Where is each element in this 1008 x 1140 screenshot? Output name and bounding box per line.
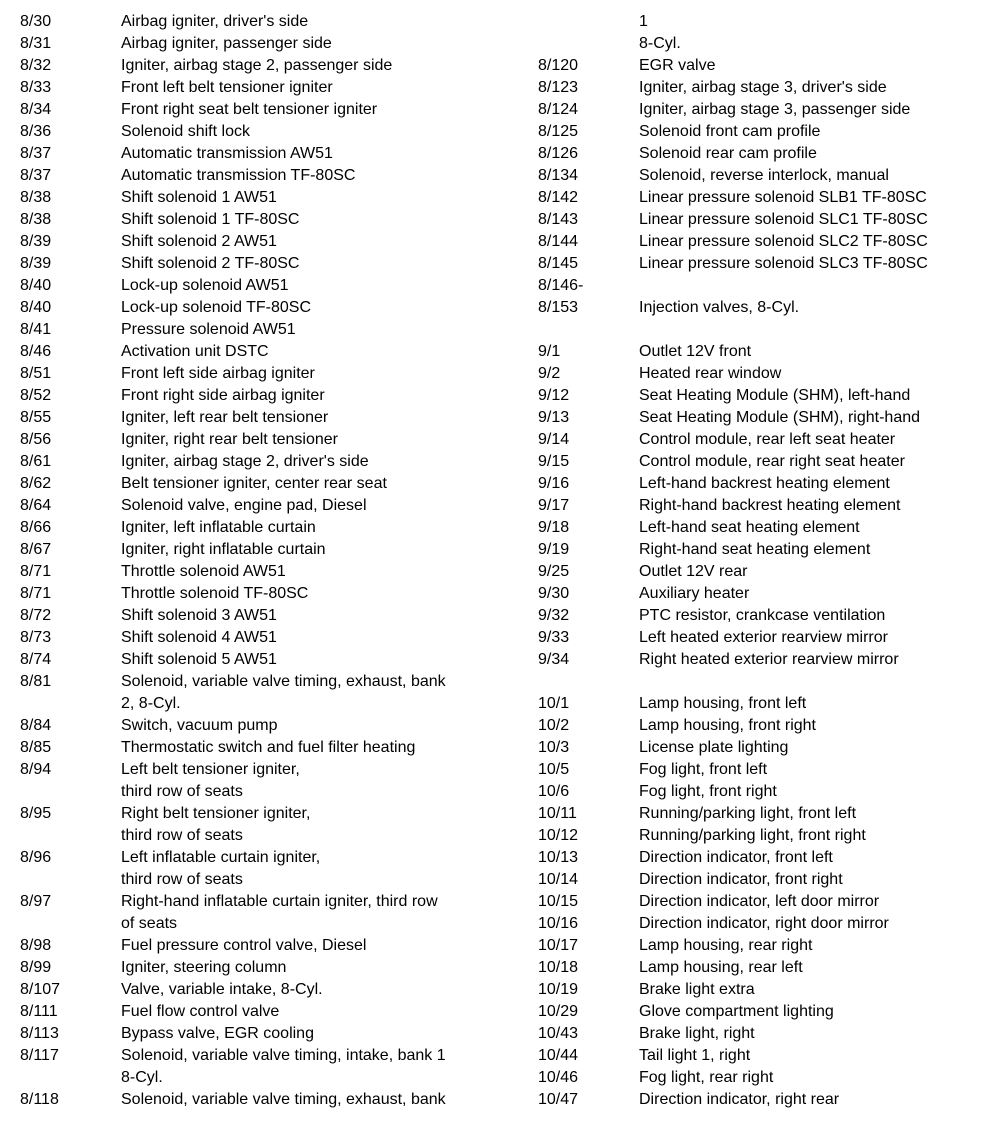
component-code: 9/25 [538,563,570,580]
component-code: 10/46 [538,1069,579,1086]
component-code: 8/56 [20,431,52,448]
component-description: Outlet 12V rear [639,563,748,580]
component-code: 8/39 [20,233,52,250]
component-description: Bypass valve, EGR cooling [121,1025,314,1042]
component-description: Seat Heating Module (SHM), right-hand [639,409,921,426]
component-description: Shift solenoid 2 AW51 [121,233,277,250]
component-code: 10/12 [538,827,579,844]
component-description: Airbag igniter, passenger side [121,35,332,52]
component-code: 8/67 [20,541,52,558]
component-description: Front right side airbag igniter [121,387,325,404]
component-code: 8/118 [20,1091,59,1108]
component-code: 8/117 [20,1047,59,1064]
component-description: Switch, vacuum pump [121,717,278,734]
component-code: 8/134 [538,167,579,184]
component-code: 8/33 [20,79,52,96]
component-code: 8/38 [20,189,52,206]
component-description: Igniter, right rear belt tensioner [121,431,339,448]
component-description: Igniter, airbag stage 2, passenger side [121,57,393,74]
component-code: 8/96 [20,849,52,866]
component-description: Seat Heating Module (SHM), left-hand [639,387,911,404]
component-description: Front left side airbag igniter [121,365,315,382]
component-description: Lock-up solenoid AW51 [121,277,289,294]
component-code: 10/19 [538,981,579,998]
component-code: 8/146- [538,277,584,294]
component-description: Brake light, right [639,1025,755,1042]
component-code: 10/16 [538,915,579,932]
component-description: Igniter, airbag stage 3, driver's side [639,79,887,96]
component-code: 10/47 [538,1091,579,1108]
component-code: 10/2 [538,717,570,734]
component-description: Airbag igniter, driver's side [121,13,309,30]
component-description: 2, 8-Cyl. [121,695,181,712]
component-description: Shift solenoid 1 TF-80SC [121,211,300,228]
component-code: 8/144 [538,233,579,250]
component-description: Solenoid valve, engine pad, Diesel [121,497,367,514]
component-description: Throttle solenoid TF-80SC [121,585,309,602]
component-code: 8/52 [20,387,52,404]
component-code: 8/41 [20,321,52,338]
component-description: Lamp housing, rear left [639,959,803,976]
component-code: 8/40 [20,299,52,316]
component-code: 8/143 [538,211,579,228]
component-code: 8/34 [20,101,52,118]
component-description: Fog light, front left [639,761,768,778]
component-code: 8/37 [20,145,52,162]
component-code: 8/123 [538,79,579,96]
component-code: 8/124 [538,101,579,118]
component-code: 8/81 [20,673,52,690]
component-description: Running/parking light, front right [639,827,866,844]
component-code: 8/30 [20,13,52,30]
component-code: 9/13 [538,409,570,426]
component-description: Injection valves, 8-Cyl. [639,299,800,316]
component-code: 8/46 [20,343,52,360]
component-description: Solenoid rear cam profile [639,145,817,162]
component-description: Left inflatable curtain igniter, [121,849,321,866]
component-description: Solenoid, variable valve timing, exhaust, bank [121,1091,446,1108]
component-description: Shift solenoid 3 AW51 [121,607,277,624]
component-description: Left heated exterior rearview mirror [639,629,888,646]
component-code: 10/13 [538,849,579,866]
component-code: 8/73 [20,629,52,646]
component-code: 8/145 [538,255,579,272]
component-code: 8/72 [20,607,52,624]
component-description: 1 [639,13,648,30]
component-code: 9/30 [538,585,570,602]
component-code: 8/64 [20,497,52,514]
component-code: 10/44 [538,1047,579,1064]
component-code: 8/126 [538,145,579,162]
component-description: Heated rear window [639,365,782,382]
component-description: 8-Cyl. [121,1069,163,1086]
component-code: 10/14 [538,871,579,888]
component-description: Throttle solenoid AW51 [121,563,286,580]
component-code: 10/6 [538,783,570,800]
component-code: 8/74 [20,651,52,668]
component-description: Automatic transmission TF-80SC [121,167,356,184]
component-description: Linear pressure solenoid SLC2 TF-80SC [639,233,928,250]
component-description: third row of seats [121,827,243,844]
component-description: Pressure solenoid AW51 [121,321,296,338]
component-description: Linear pressure solenoid SLC3 TF-80SC [639,255,928,272]
component-code: 8/36 [20,123,52,140]
component-description: Shift solenoid 1 AW51 [121,189,277,206]
component-code: 8/71 [20,563,52,580]
component-description: third row of seats [121,871,243,888]
component-description: Valve, variable intake, 8-Cyl. [121,981,323,998]
component-code: 8/113 [20,1025,59,1042]
component-code: 8/40 [20,277,52,294]
component-code: 8/99 [20,959,52,976]
component-code: 9/2 [538,365,561,382]
component-code: 8/107 [20,981,61,998]
component-description: Right-hand inflatable curtain igniter, third row [121,893,438,910]
component-code: 9/34 [538,651,570,668]
component-description: Left-hand backrest heating element [639,475,890,492]
component-description: Tail light 1, right [639,1047,751,1064]
component-description: Shift solenoid 5 AW51 [121,651,277,668]
component-description: Lamp housing, front left [639,695,807,712]
component-code: 8/39 [20,255,52,272]
component-description: Solenoid shift lock [121,123,250,140]
component-description: third row of seats [121,783,243,800]
component-description: Fuel flow control valve [121,1003,280,1020]
component-code: 8/153 [538,299,579,316]
component-description: Right belt tensioner igniter, [121,805,311,822]
component-description: Lock-up solenoid TF-80SC [121,299,312,316]
component-code: 8/37 [20,167,52,184]
component-description: Belt tensioner igniter, center rear seat [121,475,387,492]
component-code: 9/14 [538,431,570,448]
component-description: Igniter, right inflatable curtain [121,541,326,558]
component-code: 9/17 [538,497,570,514]
component-code: 8/94 [20,761,52,778]
component-code: 9/16 [538,475,570,492]
component-code: 8/84 [20,717,52,734]
component-description: Fog light, rear right [639,1069,774,1086]
component-code: 9/15 [538,453,570,470]
component-code: 9/18 [538,519,570,536]
component-description: Automatic transmission AW51 [121,145,333,162]
component-code: 8/85 [20,739,52,756]
component-description: Left-hand seat heating element [639,519,860,536]
component-code: 10/1 [538,695,570,712]
component-code: 10/11 [538,805,577,822]
component-code: 8/125 [538,123,579,140]
component-description: Direction indicator, left door mirror [639,893,880,910]
component-description: Direction indicator, right rear [639,1091,840,1108]
component-description: Right heated exterior rearview mirror [639,651,899,668]
component-description: License plate lighting [639,739,789,756]
component-code: 8/61 [20,453,52,470]
component-description: Shift solenoid 4 AW51 [121,629,277,646]
component-description: Solenoid, variable valve timing, exhaust, bank [121,673,446,690]
component-description: Right-hand seat heating element [639,541,871,558]
component-description: Direction indicator, front left [639,849,833,866]
component-code: 10/18 [538,959,579,976]
component-description: Thermostatic switch and fuel filter heating [121,739,416,756]
component-description: PTC resistor, crankcase ventilation [639,607,886,624]
component-code: 9/19 [538,541,570,558]
component-description: Outlet 12V front [639,343,752,360]
component-description: Control module, rear right seat heater [639,453,905,470]
component-description: Fog light, front right [639,783,777,800]
component-description: Left belt tensioner igniter, [121,761,300,778]
component-code: 8/31 [20,35,52,52]
component-description: Linear pressure solenoid SLC1 TF-80SC [639,211,928,228]
component-code: 8/38 [20,211,52,228]
component-code: 8/32 [20,57,52,74]
component-code: 8/98 [20,937,52,954]
component-description: Igniter, steering column [121,959,287,976]
component-code: 8/95 [20,805,52,822]
component-description: Front left belt tensioner igniter [121,79,333,96]
component-code: 8/111 [20,1003,58,1020]
component-description: Direction indicator, right door mirror [639,915,889,932]
component-code: 8/66 [20,519,52,536]
component-code: 8/51 [20,365,52,382]
component-code: 8/71 [20,585,52,602]
component-description: Lamp housing, front right [639,717,816,734]
component-description: Solenoid, reverse interlock, manual [639,167,889,184]
component-code: 8/55 [20,409,52,426]
component-code: 8/120 [538,57,579,74]
component-description: Linear pressure solenoid SLB1 TF-80SC [639,189,927,206]
component-code: 8/142 [538,189,579,206]
component-description: Solenoid front cam profile [639,123,821,140]
component-code: 9/33 [538,629,570,646]
component-code: 9/1 [538,343,561,360]
component-code: 10/3 [538,739,570,756]
component-code: 10/5 [538,761,570,778]
component-description: EGR valve [639,57,716,74]
component-code: 9/32 [538,607,570,624]
component-code: 8/62 [20,475,52,492]
component-description: Running/parking light, front left [639,805,857,822]
component-description: Direction indicator, front right [639,871,843,888]
component-description: Solenoid, variable valve timing, intake, bank 1 [121,1047,446,1064]
component-description: Auxiliary heater [639,585,750,602]
component-code: 8/97 [20,893,52,910]
component-description: Igniter, airbag stage 3, passenger side [639,101,911,118]
component-description: Control module, rear left seat heater [639,431,896,448]
component-description: Glove compartment lighting [639,1003,834,1020]
component-code: 10/17 [538,937,579,954]
component-description: 8-Cyl. [639,35,681,52]
component-description: Shift solenoid 2 TF-80SC [121,255,300,272]
component-description: Igniter, airbag stage 2, driver's side [121,453,369,470]
component-description: Igniter, left inflatable curtain [121,519,316,536]
component-description: Front right seat belt tensioner igniter [121,101,378,118]
component-code: 9/12 [538,387,570,404]
component-description: Activation unit DSTC [121,343,269,360]
component-description: Lamp housing, rear right [639,937,813,954]
component-code: 10/15 [538,893,579,910]
component-description: Right-hand backrest heating element [639,497,901,514]
component-description: Brake light extra [639,981,755,998]
component-description: of seats [121,915,178,932]
component-description: Igniter, left rear belt tensioner [121,409,329,426]
component-code: 10/43 [538,1025,579,1042]
component-code: 10/29 [538,1003,579,1020]
component-description: Fuel pressure control valve, Diesel [121,937,367,954]
